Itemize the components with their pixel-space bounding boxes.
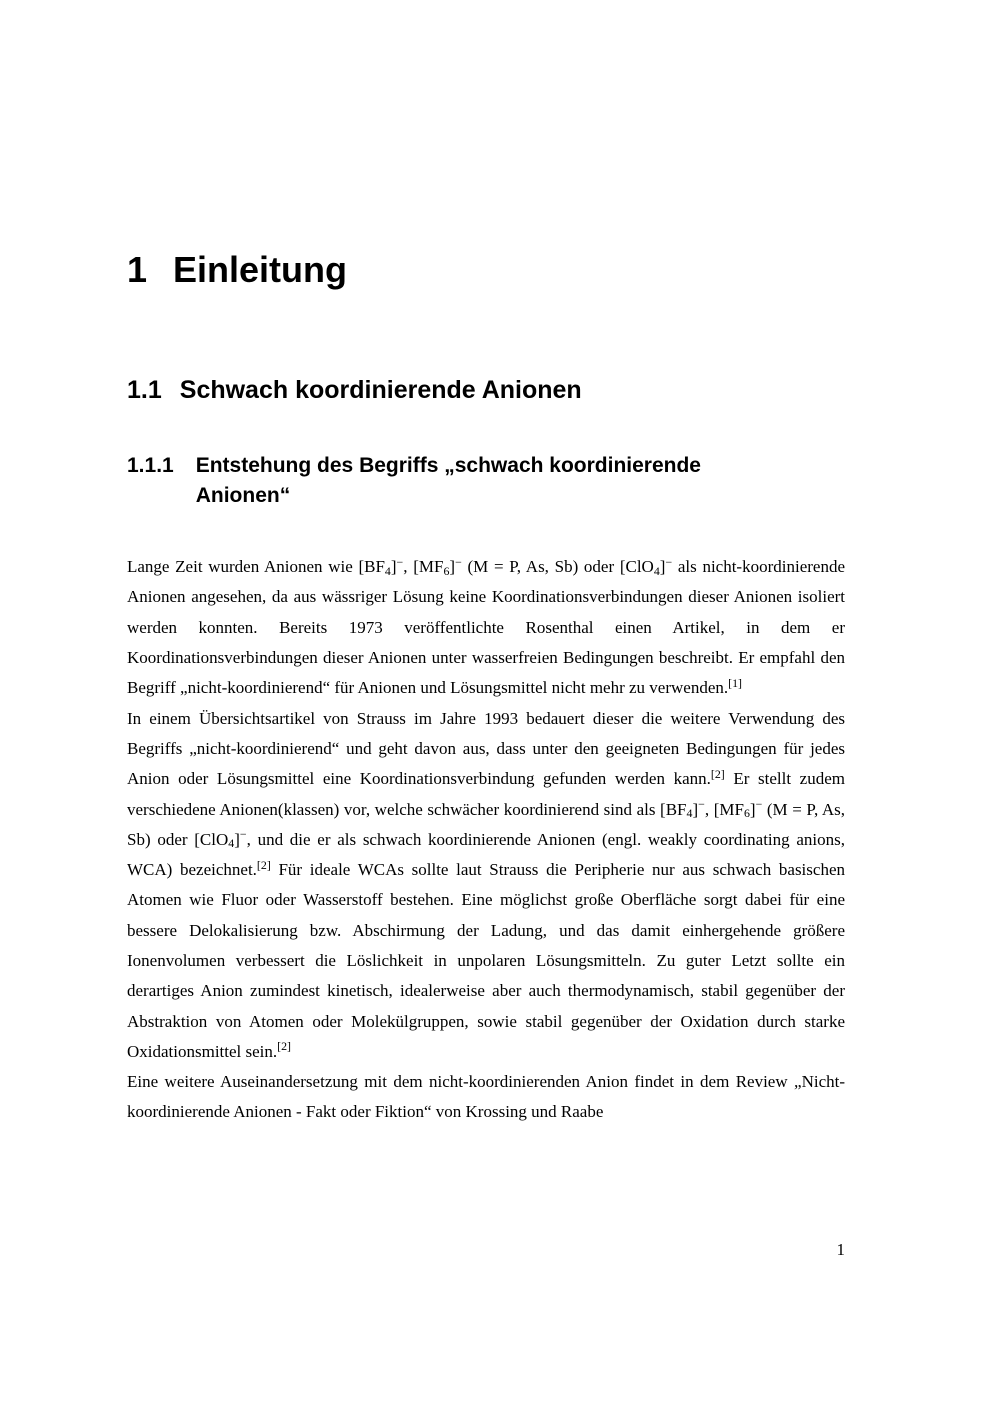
superscript: − xyxy=(755,796,763,811)
section-heading xyxy=(127,376,845,405)
citation-marker: [1] xyxy=(728,675,743,690)
section-title: Schwach koordinierende Anionen xyxy=(179,375,582,404)
subscript: 4 xyxy=(384,563,391,578)
subscript: 4 xyxy=(228,836,235,851)
citation-marker: [2] xyxy=(710,766,725,781)
subscript: 6 xyxy=(743,806,750,821)
superscript: − xyxy=(455,554,462,569)
citation-marker: [2] xyxy=(256,857,271,872)
subscript: 4 xyxy=(653,563,660,578)
subsection-heading xyxy=(127,451,845,510)
body-text xyxy=(127,552,845,1128)
subsection-number: 1.1.1 xyxy=(127,454,174,478)
paragraph: Eine weitere Auseinandersetzung mit dem nicht-koordinierenden Anion findet in dem Review „Nicht-koordinierende Anionen - Fakt oder Fiktion“ von Krossing und Raabe xyxy=(127,1072,845,1122)
section-number: 1.1 xyxy=(127,375,162,404)
paragraph: Lange Zeit wurden Anionen wie $[BF_4]^-$, $[MF_6]^-$ (M = P, As, Sb) oder [ClO$_4$]− als nicht-koordinierende Anionen angesehen, da aus wässriger Lösung keine Koordinationsverbindungen dieser Anionen isoliert werden konnten. Bereits 1973 veröffentlichte Rosenthal einen Artikel, in dem er Koordinationsverbindungen dieser Anionen unter wasserfreien Bedingungen beschreibt. Er empfahl den Begriff „nicht-koordinierend“ für Anionen und Lösungsmittel nicht mehr zu verwenden.[1] xyxy=(127,554,845,698)
page-number: 1 xyxy=(836,1240,845,1259)
superscript: − xyxy=(396,554,404,569)
superscript: − xyxy=(239,827,247,842)
chapter-title: Einleitung xyxy=(173,249,348,290)
chapter-heading xyxy=(127,250,845,290)
chapter-number: 1 xyxy=(127,249,148,290)
citation-marker: [2] xyxy=(277,1039,292,1054)
subsection-title: Entstehung des Begriffs „schwach koordinierende Anionen“ xyxy=(195,454,701,507)
text-column xyxy=(127,0,845,1128)
paragraph: In einem Übersichtsartikel von Strauss im Jahre 1993 bedauert dieser die weitere Verwendung des Begriffs „nicht-koordinierend“ und geht davon aus, dass unter den geeigneten Bedingungen für jedes Anion oder Lösungsmittel eine Koordinationsverbindung gefunden werden kann.[2] Er stellt zudem verschiedene Anionen(klassen) vor, welche schwächer koordinierend sind als $[BF_4]^-$, $[MF_6]^-$ (M = P, As, Sb) oder [ClO$_4$]−, und die er als schwach koordinierende Anionen (engl. weakly coordinating anions, WCA) bezeichnet.[2] Für ideale WCAs sollte laut Strauss die Peripherie nur aus schwach basischen Atomen wie Fluor oder Wasserstoff bestehen. Eine möglichst große Oberfläche sorgt dabei für eine bessere Delokalisierung bzw. Abschirmung der Ladung, und das damit einhergehende größere Ionenvolumen verbessert die Löslichkeit in unpolaren Lösungsmitteln. Zu guter Letzt sollte ein derartiges Anion zumindest kinetisch, idealerweise aber auch thermodynamisch, stabil gegenüber der Abstraktion von Atomen oder Molekülgruppen, sowie stabil gegenüber der Oxidation durch starke Oxidationsmittel sein.[2] xyxy=(127,708,846,1061)
superscript: − xyxy=(698,796,705,811)
subscript: 4 xyxy=(686,806,693,821)
subscript: 6 xyxy=(443,563,450,578)
superscript: − xyxy=(665,554,673,569)
